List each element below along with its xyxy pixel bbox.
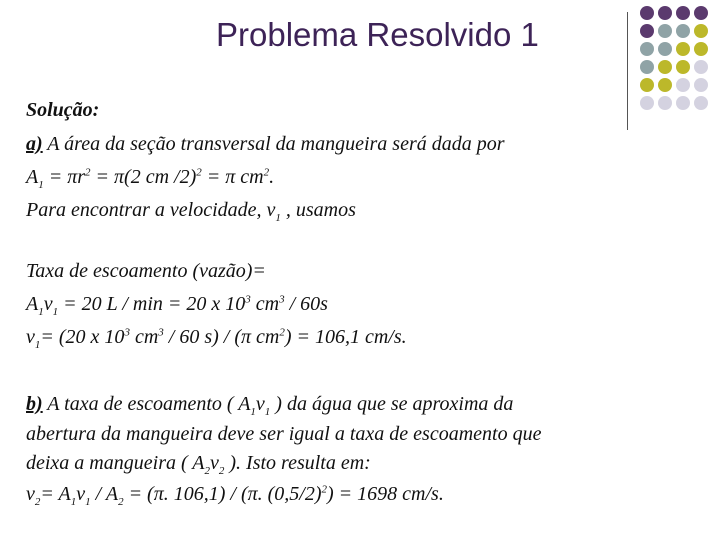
subscript: 2	[34, 496, 41, 508]
part-a-line-2	[26, 165, 274, 193]
decorative-dot	[658, 42, 672, 56]
solution-heading	[26, 98, 99, 123]
decorative-dot	[694, 96, 708, 110]
subscript: 2	[204, 465, 210, 477]
subscript: 1	[264, 406, 271, 418]
decorative-dot	[658, 6, 672, 20]
superscript: 2	[196, 166, 202, 179]
part-b-line-3	[26, 451, 371, 479]
decorative-dot	[694, 6, 708, 20]
decorative-dot	[676, 78, 690, 92]
body-text: Para encontrar a velocidade, v	[26, 199, 276, 221]
part-a-line-1-text: A área da seção transversal da mangueira será dada por	[42, 133, 505, 155]
superscript: 3	[124, 326, 130, 339]
title-divider-line	[627, 12, 628, 130]
superscript: 3	[158, 326, 164, 339]
decorative-dot	[640, 78, 654, 92]
decorative-dot	[640, 60, 654, 74]
part-b-line-4	[26, 482, 444, 510]
superscript: 2	[263, 166, 270, 179]
superscript: 2	[279, 326, 285, 339]
body-text: deixa a mangueira ( A	[26, 452, 205, 474]
subscript: 1	[250, 406, 256, 418]
decorative-dot	[658, 96, 672, 110]
equation-text: / 60s	[284, 293, 328, 315]
decorative-dot	[658, 60, 672, 74]
velocity-symbol: v	[255, 393, 265, 415]
equation-text: .	[269, 166, 275, 188]
equation-text: cm	[250, 293, 280, 315]
body-text: A taxa de escoamento ( A	[42, 393, 251, 415]
decorative-dot	[676, 24, 690, 38]
decorative-dot	[694, 78, 708, 92]
superscript: 2	[85, 166, 91, 179]
body-text: Taxa de escoamento (vazão)=	[26, 260, 266, 282]
subscript: 2	[218, 465, 225, 477]
velocity-symbol: v	[210, 452, 219, 474]
decorative-dot	[658, 78, 672, 92]
decorative-dot	[676, 6, 690, 20]
part-b-line-2	[26, 422, 541, 447]
superscript: 2	[321, 483, 328, 496]
area-symbol: A	[26, 166, 39, 188]
subscript: 1	[275, 212, 281, 224]
decorative-dot	[640, 24, 654, 38]
solution-heading-text: Solução:	[26, 99, 100, 121]
decorative-dot	[694, 60, 708, 74]
velocity-symbol: v	[26, 326, 35, 348]
flow-line-2	[26, 292, 328, 320]
superscript: 3	[279, 293, 285, 306]
decorative-dot	[676, 42, 690, 56]
flow-line-3	[26, 325, 407, 353]
decorative-dot	[694, 42, 708, 56]
equation-text: = (π. 106,1) / (π. (0,5/2)	[123, 483, 322, 505]
superscript: 3	[245, 293, 251, 306]
body-text: abertura da mangueira deve ser igual a taxa de escoamento que	[26, 423, 542, 445]
decorative-dot	[676, 60, 690, 74]
part-b-label: b)	[26, 393, 43, 415]
subscript: 1	[34, 339, 41, 351]
part-b-line-1	[26, 392, 513, 420]
decorative-dot	[640, 6, 654, 20]
decorative-dot	[640, 96, 654, 110]
part-a-line-1	[26, 132, 505, 157]
equation-text: ) = 1698 cm/s.	[327, 483, 444, 505]
velocity-symbol: v	[43, 293, 53, 315]
decorative-dot	[658, 24, 672, 38]
subscript: 2	[118, 496, 124, 508]
subscript: 1	[38, 179, 44, 191]
equation-text: = πr	[43, 166, 86, 188]
part-a-line-3	[26, 198, 356, 226]
subscript: 1	[52, 306, 59, 318]
equation-text: = (20 x 10	[40, 326, 125, 348]
subscript: 1	[70, 496, 77, 508]
equation-text: = A	[40, 483, 71, 505]
flow-line-1	[26, 259, 266, 284]
decorative-dot	[640, 42, 654, 56]
subscript: 1	[38, 306, 44, 318]
area-symbol: A	[26, 293, 39, 315]
slide-title: Problema Resolvido 1	[216, 16, 539, 53]
body-text: ) da água que se aproxima da	[270, 393, 514, 415]
part-a-label: a)	[26, 133, 43, 155]
equation-text: ) = 106,1 cm/s.	[284, 326, 407, 348]
body-text: ). Isto resulta em:	[224, 452, 371, 474]
decorative-dot	[694, 24, 708, 38]
equation-text: = π cm	[201, 166, 264, 188]
velocity-symbol: v	[76, 483, 86, 505]
equation-text: / A	[90, 483, 119, 505]
equation-text: cm	[129, 326, 159, 348]
subscript: 1	[85, 496, 91, 508]
equation-text: / 60 s) / (π cm	[163, 326, 280, 348]
equation-text: = 20 L / min = 20 x 10	[58, 293, 246, 315]
equation-text: = π(2 cm /2)	[90, 166, 197, 188]
decorative-dot	[676, 96, 690, 110]
velocity-symbol: v	[26, 483, 35, 505]
body-text: , usamos	[280, 199, 356, 221]
